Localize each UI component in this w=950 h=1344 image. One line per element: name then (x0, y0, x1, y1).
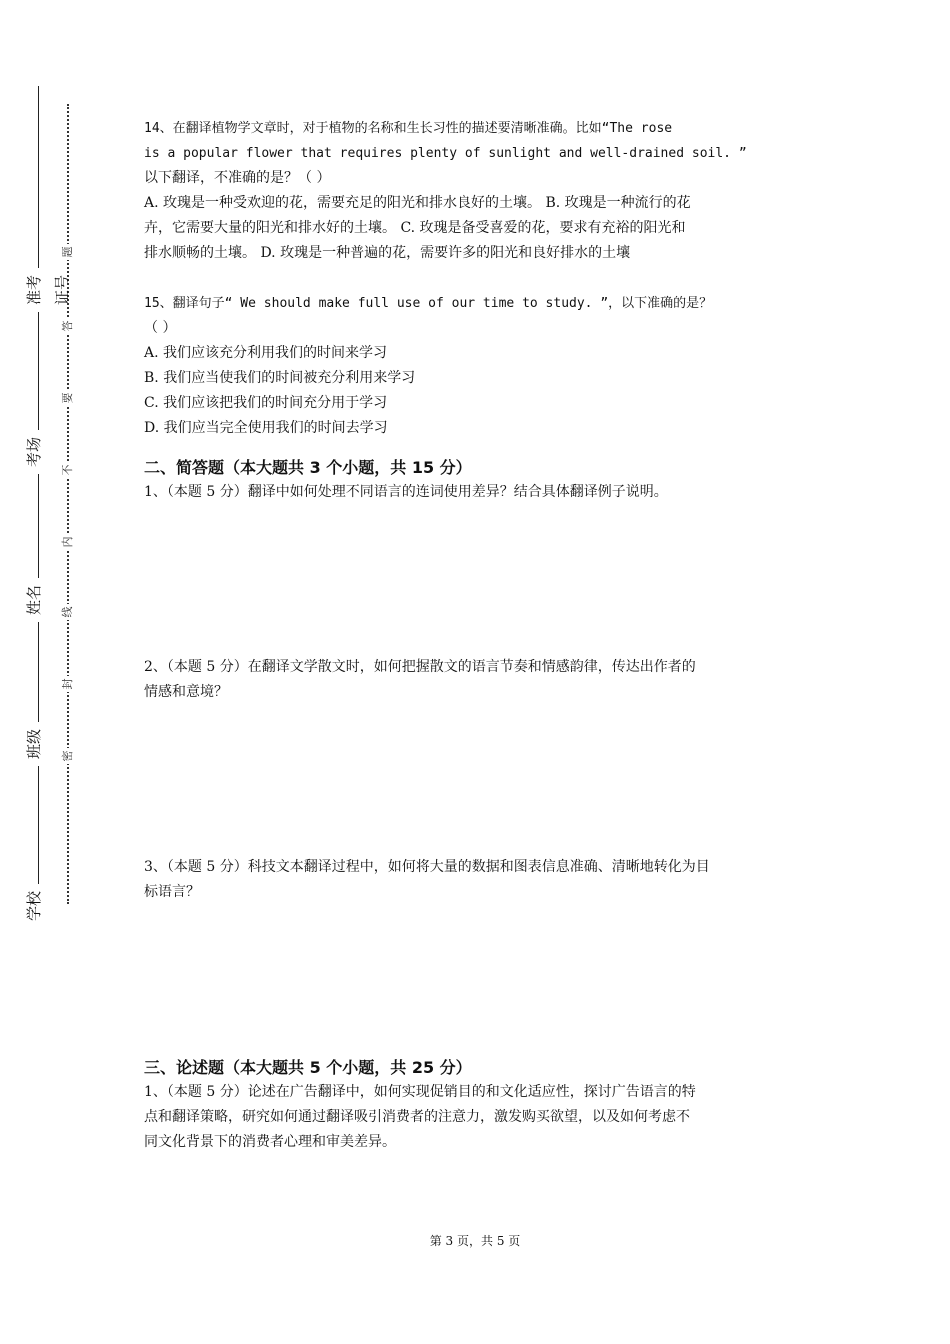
binding-dotted-line (67, 104, 69, 904)
option-c: C. 我们应该把我们的时间充分用于学习 (144, 395, 388, 411)
question-text: 15、翻译句子“ We should make full use of our time to study. ”，以下准确的是？ (144, 296, 713, 311)
seal-char: 密 (60, 748, 76, 764)
seal-char: 内 (60, 534, 76, 550)
name-label: 姓名 (20, 578, 48, 622)
seal-char: 不 (60, 462, 76, 478)
question-text: is a popular flower that requires plenty of sunlight and well-drained soil. ” (144, 146, 747, 161)
options-text: 卉，它需要大量的阳光和排水好的土壤。 C. 玫瑰是备受喜爱的花，要求有充裕的阳光和 (144, 220, 686, 236)
exam-content (144, 116, 806, 1155)
section-heading: 二、简答题（本大题共 3 个小题，共 15 分） (144, 458, 472, 477)
seal-char: 要 (60, 390, 76, 406)
answer-space (144, 705, 806, 855)
options-text: 排水顺畅的土壤。 D. 玫瑰是一种普遍的花，需要许多的阳光和良好排水的土壤 (144, 245, 631, 261)
class-label: 班级 (20, 722, 48, 766)
exam-number-label: 准考证号 (20, 268, 48, 312)
section-essay (144, 1055, 806, 1155)
question-text: 以下翻译，不准确的是？（ ） (144, 170, 331, 186)
short-question-3: 3、（本题 5 分）科技文本翻译过程中，如何将大量的数据和图表信息准确、清晰地转化为目 (144, 859, 710, 875)
seal-char: 题 (60, 244, 76, 260)
binding-solid-line (38, 86, 39, 916)
exam-room-label: 考场 (20, 430, 48, 474)
seal-char: 封 (60, 676, 76, 692)
question-14 (144, 116, 806, 266)
question-15 (144, 291, 806, 441)
question-text: 14、在翻译植物学文章时，对于植物的名称和生长习性的描述要清晰准确。比如“The rose (144, 121, 673, 136)
answer-bracket: （ ） (144, 320, 177, 336)
short-question-2-cont: 情感和意境？ (144, 684, 228, 700)
option-d: D. 我们应当完全使用我们的时间去学习 (144, 420, 388, 436)
short-question-1: 1、（本题 5 分）翻译中如何处理不同语言的连词使用差异？结合具体翻译例子说明。 (144, 484, 668, 500)
option-b: B. 我们应当使我们的时间被充分利用来学习 (144, 370, 416, 386)
essay-question-1-cont: 点和翻译策略，研究如何通过翻译吸引消费者的注意力，激发购买欲望，以及如何考虑不 (144, 1109, 690, 1125)
essay-question-1-cont: 同文化背景下的消费者心理和审美差异。 (144, 1134, 396, 1150)
section-short-answer (144, 455, 806, 905)
school-label: 学校 (20, 884, 48, 928)
seal-char: 答 (60, 318, 76, 334)
seal-char: 线 (60, 604, 76, 620)
option-a: A. 我们应该充分利用我们的时间来学习 (144, 345, 388, 361)
essay-question-1: 1、（本题 5 分）论述在广告翻译中，如何实现促销目的和文化适应性，探讨广告语言的特 (144, 1084, 696, 1100)
page-footer: 第 3 页，共 5 页 (429, 1234, 521, 1248)
short-question-2: 2、（本题 5 分）在翻译文学散文时，如何把握散文的语言节奏和情感韵律，传达出作者的 (144, 659, 696, 675)
answer-space (144, 505, 806, 655)
short-question-3-cont: 标语言？ (144, 884, 200, 900)
options-text: A. 玫瑰是一种受欢迎的花，需要充足的阳光和排水良好的土壤。 B. 玫瑰是一种流行的花 (144, 195, 691, 211)
section-heading: 三、论述题（本大题共 5 个小题，共 25 分） (144, 1058, 472, 1077)
